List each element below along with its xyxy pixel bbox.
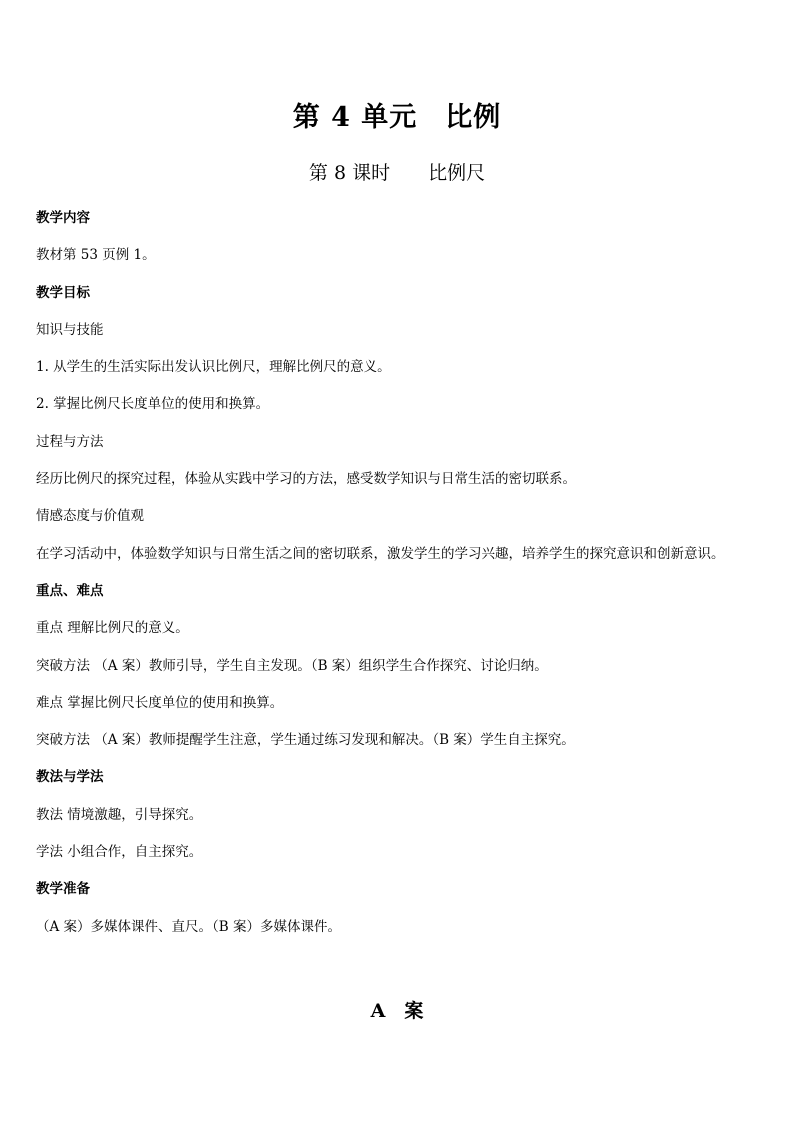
unit-title: 第 4 单元 比例: [292, 102, 502, 133]
section-heading: 教学内容: [36, 210, 90, 226]
section-heading: 教学准备: [36, 881, 90, 898]
text-line: 教材第 53 页例 1。: [36, 247, 156, 264]
text-line: 突破方法 （A 案）教师提醒学生注意，学生通过练习发现和解决。（B 案）学生自主探究。: [36, 732, 575, 749]
section-heading: 教法与学法: [36, 769, 104, 786]
text-line: 教法 情境激趣，引导探究。: [36, 806, 203, 823]
text-line: 知识与技能: [36, 321, 104, 338]
section-title: A 案: [370, 1000, 424, 1022]
text-line: 情感态度与价值观: [36, 508, 144, 525]
text-line: 在学习活动中，体验数学知识与日常生活之间的密切联系，激发学生的学习兴趣，培养学生的探究意识和创新意识。: [36, 545, 725, 562]
lesson-plan-body: [36, 203, 766, 949]
text-line: 突破方法 （A 案）教师引导，学生自主发现。（B 案）组织学生合作探究、讨论归纳。: [36, 657, 548, 674]
text-line: 难点 掌握比例尺长度单位的使用和换算。: [36, 694, 284, 711]
text-line: 学法 小组合作，自主探究。: [36, 844, 203, 861]
text-line: 1. 从学生的生活实际出发认识比例尺，理解比例尺的意义。: [36, 359, 391, 376]
lesson-title: 第 8 课时 比例尺: [308, 162, 486, 184]
text-line: 经历比例尺的探究过程，体验从实践中学习的方法，感受数学知识与日常生活的密切联系。: [36, 471, 576, 488]
text-line: 重点 理解比例尺的意义。: [36, 620, 189, 637]
section-heading: 重点、难点: [36, 582, 104, 599]
text-line: 过程与方法: [36, 433, 104, 450]
section-heading: 教学目标: [36, 284, 90, 301]
text-line: 2. 掌握比例尺长度单位的使用和换算。: [36, 396, 270, 413]
text-line: （A 案）多媒体课件、直尺。（B 案）多媒体课件。: [36, 918, 342, 935]
